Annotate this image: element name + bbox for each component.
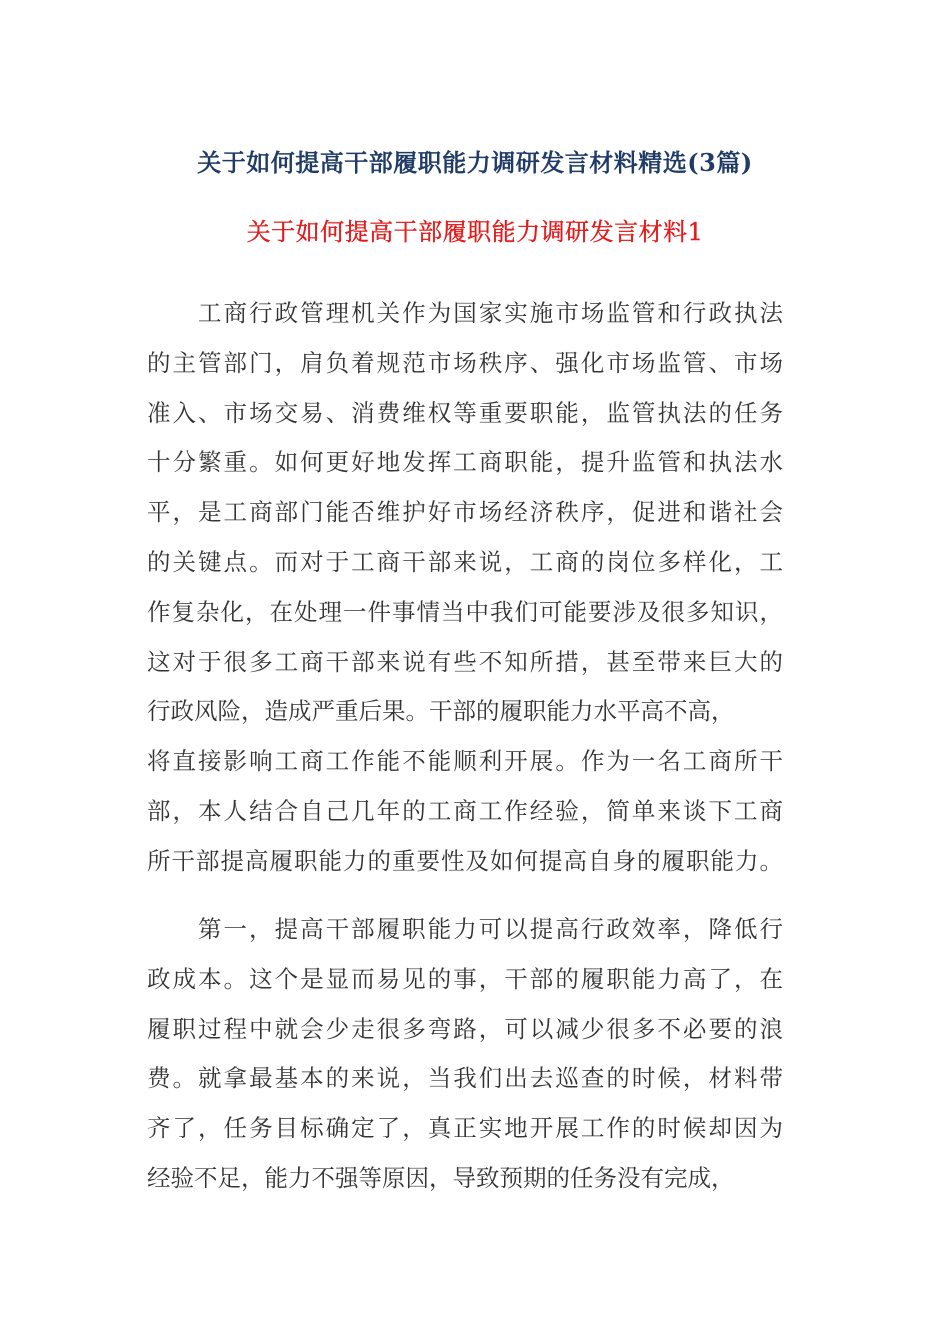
body-paragraph-1 — [147, 289, 783, 887]
paragraph-line: 作复杂化，在处理一件事情当中我们可能要涉及很多知识， — [147, 597, 783, 626]
paragraph-line: 准入、市场交易、消费维权等重要职能，监管执法的任务 — [147, 398, 783, 427]
paragraph-line: 行政风险，造成严重后果。干部的履职能力水平高不高， — [147, 697, 735, 726]
paragraph-line: 费。就拿最基本的来说，当我们出去巡查的时候，材料带 — [147, 1064, 783, 1093]
document-main-title: 关于如何提高干部履职能力调研发言材料精选(3篇) — [197, 148, 753, 177]
paragraph-line: 政成本。这个是显而易见的事，干部的履职能力高了，在 — [147, 964, 783, 993]
paragraph-line: 齐了，任务目标确定了，真正实地开展工作的时候却因为 — [147, 1114, 783, 1143]
section-title: 关于如何提高干部履职能力调研发言材料1 — [246, 218, 704, 246]
paragraph-line: 这对于很多工商干部来说有些不知所措，甚至带来巨大的 — [147, 647, 783, 676]
paragraph-line: 的主管部门，肩负着规范市场秩序、强化市场监管、市场 — [147, 348, 783, 377]
paragraph-line: 平，是工商部门能否维护好市场经济秩序，促进和谐社会 — [147, 498, 783, 527]
paragraph-line: 履职过程中就会少走很多弯路，可以减少很多不必要的浪 — [147, 1014, 783, 1043]
paragraph-line: 十分繁重。如何更好地发挥工商职能，提升监管和执法水 — [147, 448, 783, 477]
paragraph-line: 的关键点。而对于工商干部来说，工商的岗位多样化，工 — [147, 547, 783, 576]
paragraph-line: 经验不足，能力不强等原因，导致预期的任务没有完成， — [147, 1163, 735, 1192]
paragraph-line: 所干部提高履职能力的重要性及如何提高自身的履职能力。 — [147, 846, 783, 875]
paragraph-line: 工商行政管理机关作为国家实施市场监管和行政执法 — [198, 299, 783, 327]
paragraph-line: 将直接影响工商工作能不能顺利开展。作为一名工商所干 — [147, 747, 783, 776]
paragraph-line: 部，本人结合自己几年的工商工作经验，简单来谈下工商 — [147, 796, 783, 825]
body-paragraph-2 — [147, 905, 783, 1204]
paragraph-line: 第一，提高干部履职能力可以提高行政效率，降低行 — [198, 915, 783, 943]
